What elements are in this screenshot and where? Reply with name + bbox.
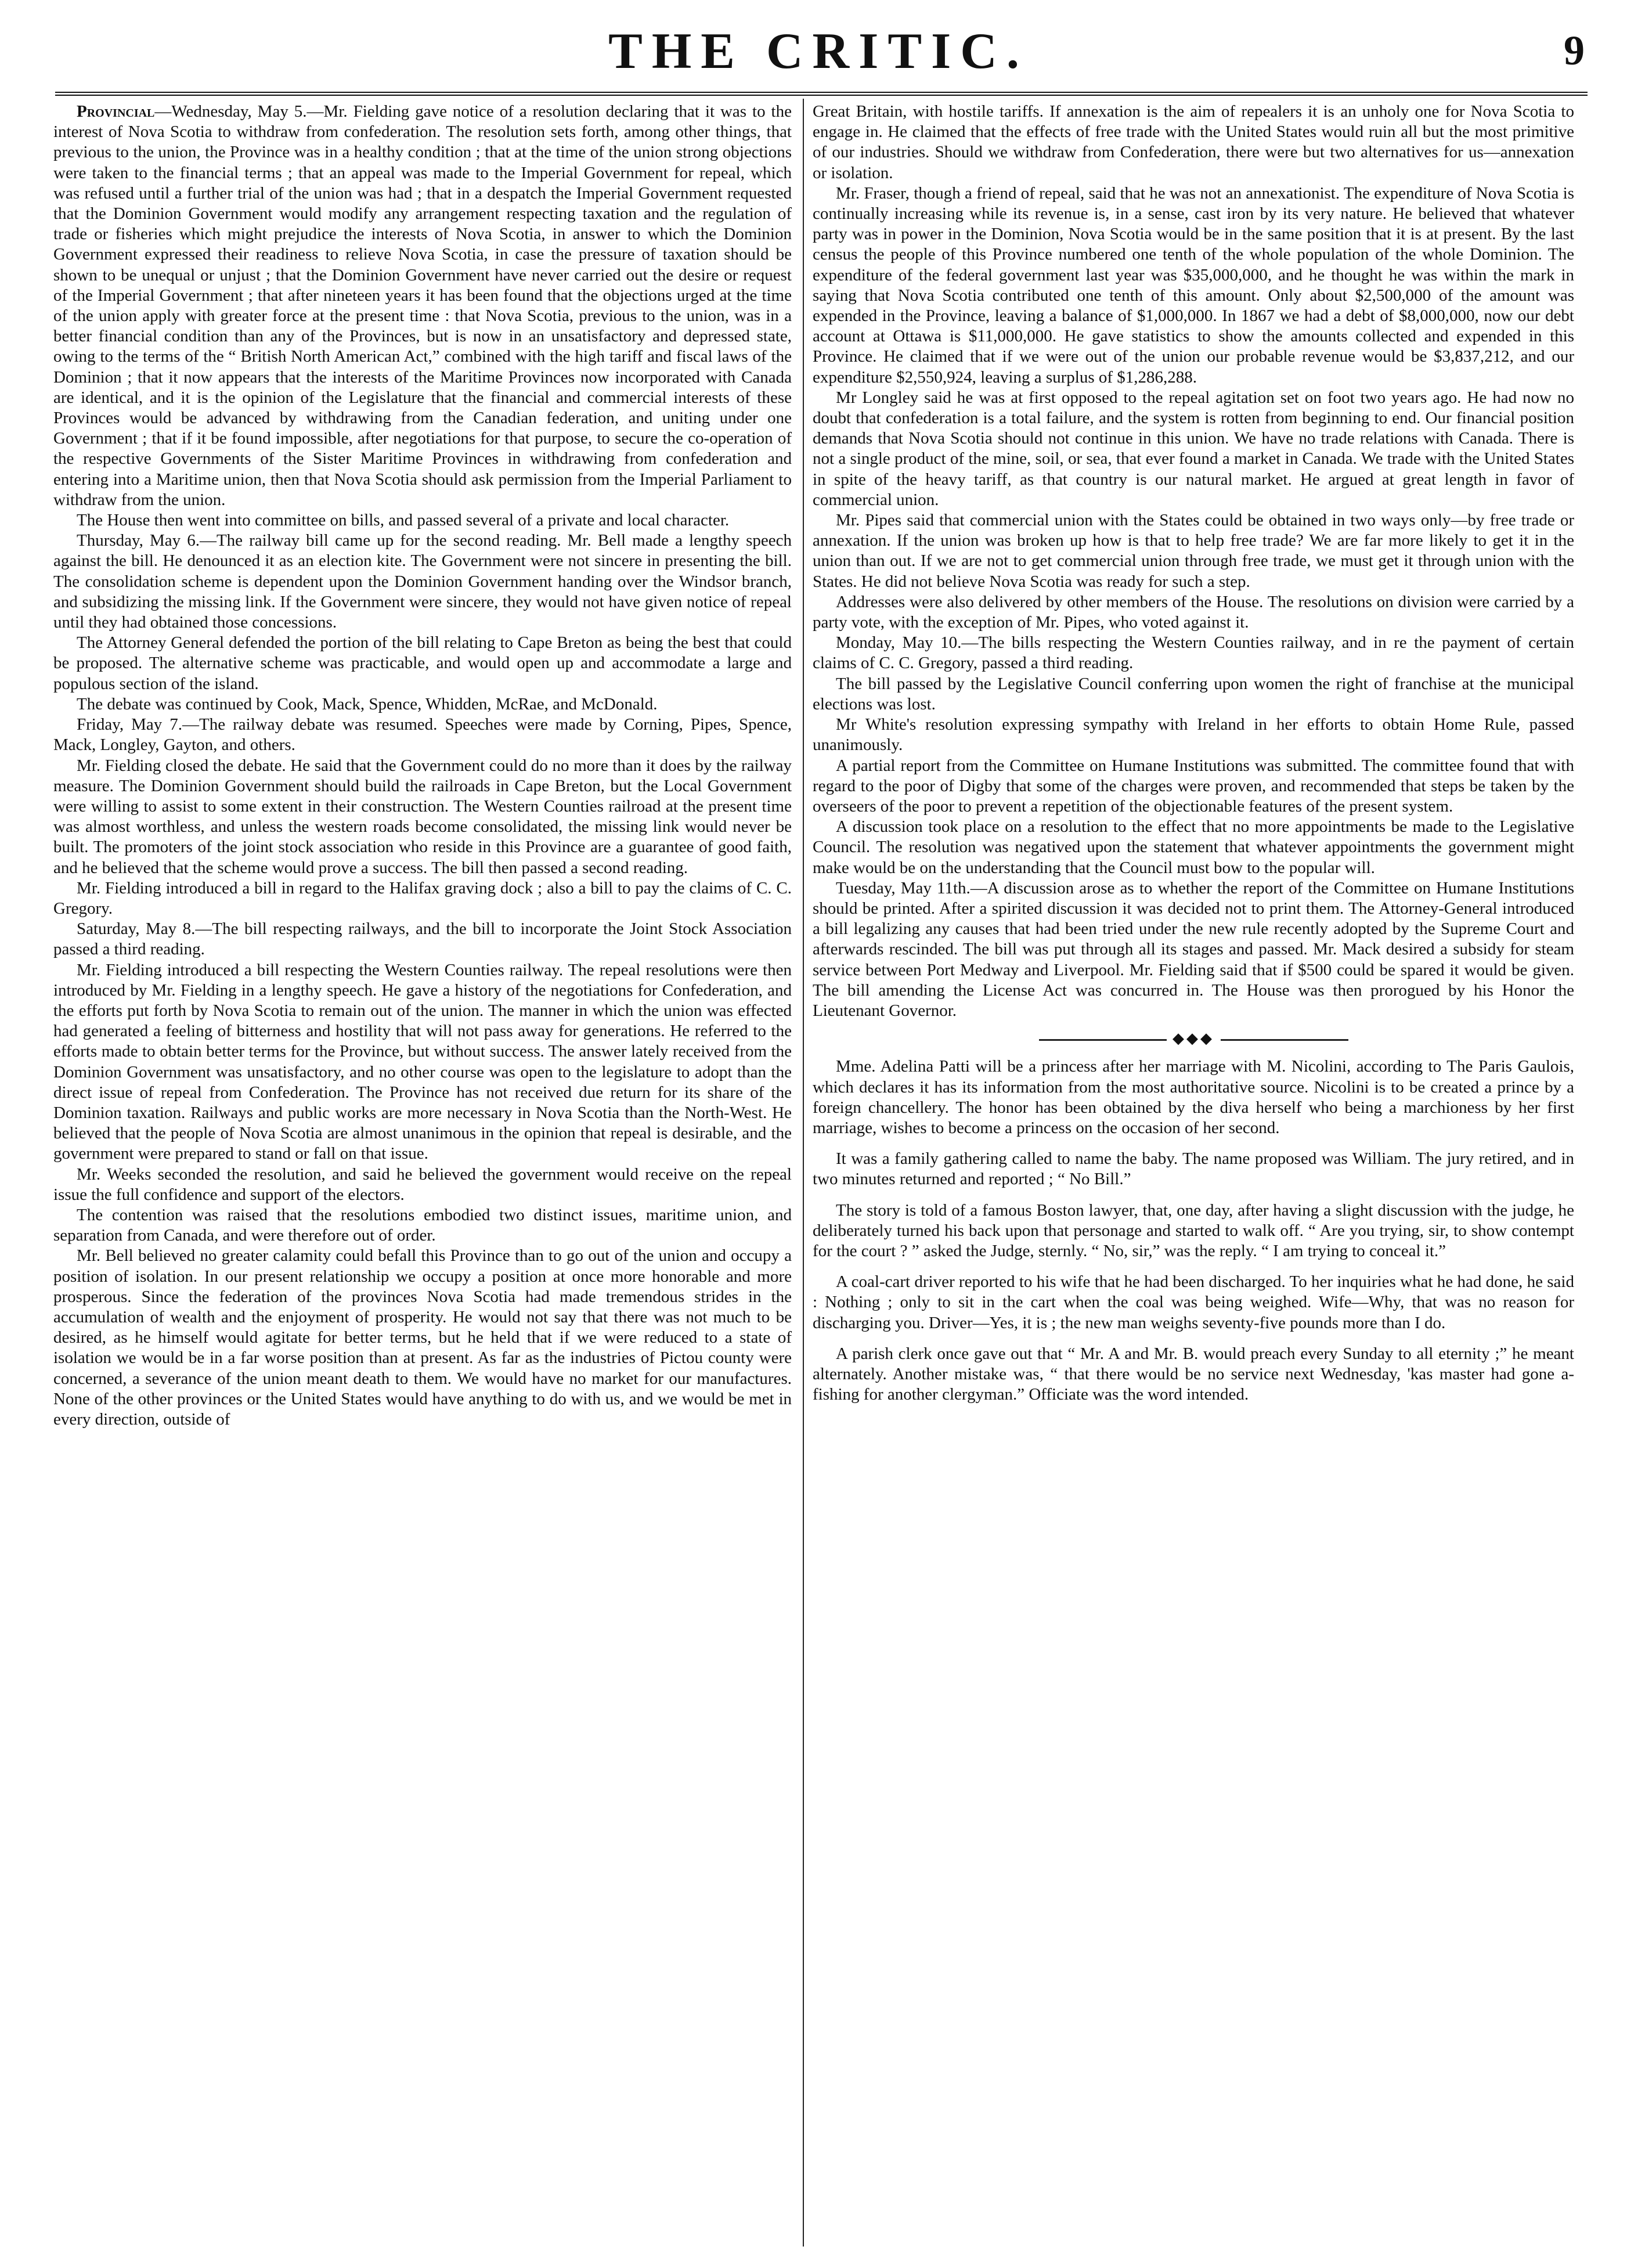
- paragraph-text: The debate was continued by Cook, Mack, Spence, Whidden, McRae, and McDonald.: [77, 694, 658, 713]
- article-paragraph: [813, 102, 1574, 183]
- paragraph-text: Mr. Weeks seconded the resolution, and said he believed the government would receive on the repeal issue the full confidence and support of the electors.: [53, 1164, 792, 1204]
- article-paragraph: [53, 1246, 792, 1430]
- article-paragraph: [53, 1164, 792, 1205]
- paragraph-text: Mr. Fraser, though a friend of repeal, said that he was not an annexationist. The expenditure of Nova Scotia is continually increasing while its revenue is, in a sense, cast iron by its very nature. He believed that whatever party was in power in the Dominion, Nova Scotia would be in the same position that it is at present. By the last census the people of this Province numbered one tenth of the whole population of the whole Dominion. The expenditure of the federal government last year was $35,000,000, and he thought he was within the mark in saying that Nova Scotia contributed one tenth of this amount. Only about $2,500,000 of the amount was expended in the Province, leaving a balance of $1,000,000. In 1867 we had a debt of $8,000,000, now our debt account at Ottawa is $11,000,000. He gave statistics to show the amounts collected and expended in this Province. He claimed that if we were out of the union our probable revenue would be $3,837,212, and our expenditure $2,550,924, leaving a surplus of $1,286,288.: [813, 183, 1574, 387]
- article-paragraph: [53, 1205, 792, 1246]
- paragraph-text: The story is told of a famous Boston lawyer, that, one day, after having a slight discussion with the judge, he deliberately turned his back upon that personage and started to walk off. “ Are you trying, sir, to show contempt for the court ? ” asked the Judge, sternly. “ No, sir,” was the reply. “ I am trying to conceal it.”: [813, 1200, 1574, 1260]
- article-paragraph: [813, 878, 1574, 1021]
- article-paragraph: [53, 633, 792, 694]
- paragraph-text: A parish clerk once gave out that “ Mr. A and Mr. B. would preach every Sunday to all eternity ;” he meant alternately. Another mistake was, “ that there would be no service next Wednesday, 'kas master had gone a-fishing for another clergyman.” Officiate was the word intended.: [813, 1344, 1574, 1404]
- article-paragraph: [53, 715, 792, 755]
- paragraph-text: It was a family gathering called to name the baby. The name proposed was William. The jury retired, and in two minutes returned and reported ; “ No Bill.”: [813, 1149, 1574, 1189]
- article-paragraph: [813, 756, 1574, 817]
- paragraph-text: Mr. Pipes said that commercial union with the States could be obtained in two ways only—by free trade or annexation. If the union was broken up how is that to help free trade? We are far more likely to get it in the union than out. If we are not to get commercial union through free trade, we must get it through union with the States. He did not believe Nova Scotia was ready for such a step.: [813, 511, 1574, 591]
- article-paragraph: [813, 1344, 1574, 1405]
- paragraph-text: Mr. Fielding closed the debate. He said that the Government could do no more than it does by the railway measure. The Dominion Government should build the railroads in Cape Breton, but the Local Government were willing to assist to some extent in their construction. The Western Counties railroad at the present time was almost worthless, and unless the western roads become consolidated, the missing link would never be built. The promoters of the joint stock association who reside in this Province are a guarantee of good faith, and he believed that the scheme would prove a success. The bill then passed a second reading.: [53, 756, 792, 877]
- section-divider-ornament: ◆◆◆: [813, 1028, 1574, 1048]
- article-paragraph: [53, 919, 792, 960]
- article-paragraph: [813, 592, 1574, 633]
- paragraph-text: The contention was raised that the resolutions embodied two distinct issues, maritime union, and separation from Canada, and were therefore out of order.: [53, 1205, 792, 1245]
- right-column: [813, 102, 1574, 1405]
- page-header: [52, 16, 1585, 86]
- paragraph-text: —Wednesday, May 5.—Mr. Fielding gave notice of a resolution declaring that it was to the interest of Nova Scotia to withdraw from confederation. The resolution sets forth, among other things, that previous to the union, the Province was in a healthy condition ; that at the time of the union strong objections were taken to the financial terms ; that an appeal was made to the Imperial Government for repeal, which was refused until a further trial of the union was had ; that in a despatch the Imperial Government requested that the Dominion Government would modify any arrangement respecting taxation and the regulation of trade or fisheries which might prejudice the interests of Nova Scotia, in answer to which the Dominion Government expressed their readiness to relieve Nova Scotia, in case the pressure of taxation should be shown to be unequal or unjust ; that the Dominion Government have never carried out the desire or request of the Imperial Government ; that after nineteen years it has been found that the objections urged at the time of the union apply with greater force at the present time : that Nova Scotia, previous to the union, was in a better financial condition than any of the Provinces, but is now in an unsatisfactory and depressed state, owing to the terms of the “ British North American Act,” combined with the high tariff and fiscal laws of the Dominion ; that it now appears that the interests of the Maritime Provinces now incorporated with Canada are identical, and it is the opinion of the Legislature that the financial and commercial interests of these Provinces would be advanced by withdrawing from the Canadian federation, and uniting under one Government ; that if it be found impossible, after negotiations for that purpose, to secure the co-operation of the respective Governments of the Sister Maritime Provinces in withdrawing from confederation and entering into a Maritime union, then that Nova Scotia should ask permission from the Imperial Parliament to withdraw from the union.: [53, 102, 792, 509]
- article-paragraph: [813, 388, 1574, 510]
- article-paragraph: [53, 510, 792, 531]
- article-paragraph: [813, 817, 1574, 878]
- article-paragraph: [813, 633, 1574, 673]
- paragraph-text: Mr Longley said he was at first opposed to the repeal agitation set on foot two years ago. He had now no doubt that confederation is a total failure, and the system is rotten from beginning to end. Our financial position demands that Nova Scotia should not continue in this union. We have no trade relations with Canada. There is not a single product of the mine, soil, or sea, that ever found a market in Canada. We trade with the United States in spite of the heavy tariff, as that country is our natural market. He argued at great length in favor of commercial union.: [813, 388, 1574, 509]
- paragraph-text: Saturday, May 8.—The bill respecting railways, and the bill to incorporate the Joint Stock Association passed a third reading.: [53, 920, 792, 959]
- paragraph-lead: Provincial: [77, 102, 155, 121]
- paragraph-text: Tuesday, May 11th.—A discussion arose as to whether the report of the Committee on Humane Institutions should be printed. After a spirited discussion it was decided not to print them. The Attorney-General introduced a bill legalizing any causes that had been tried under the new rule recently adopted by the Supreme Court and afterwards rescinded. The bill was put through all its stages and passed. Mr. Mack desired a subsidy for steam service between Port Medway and Liverpool. Mr. Fielding said that if $500 could be spared it would be given. The bill amending the License Act was concurred in. The House was then prorogued by his Honor the Lieutenant Governor.: [813, 878, 1574, 1020]
- article-paragraph: [813, 1272, 1574, 1333]
- paragraph-text: Mme. Adelina Patti will be a princess after her marriage with M. Nicolini, according to The Paris Gaulois, which declares it has its information from the most authoritative source. Nicolini is to be created a prince by a foreign chancellery. The honor has been obtained by the diva herself who being a marchioness by her first marriage, wishes to become a princess on the occasion of her second.: [813, 1057, 1574, 1137]
- article-paragraph: [53, 756, 792, 878]
- article-paragraph: [813, 715, 1574, 755]
- article-paragraph: [53, 694, 792, 715]
- paragraph-text: Monday, May 10.—The bills respecting the Western Counties railway, and in re the payment of certain claims of C. C. Gregory, passed a third reading.: [813, 633, 1574, 673]
- paragraph-text: A partial report from the Committee on Humane Institutions was submitted. The committee found that with regard to the poor of Digby that some of the charges were proven, and recommended that steps be taken by the overseers of the poor to prevent a repetition of the objectionable features of the present system.: [813, 756, 1574, 816]
- header-rule: [55, 92, 1588, 96]
- column-divider: [803, 99, 804, 2247]
- paragraph-text: Great Britain, with hostile tariffs. If annexation is the aim of repealers it is an unholy one for Nova Scotia to engage in. He claimed that the effects of free trade with the United States would ruin all but the most primitive of our industries. Should we withdraw from Confederation, there were but two alternatives for us—annexation or isolation.: [813, 102, 1574, 182]
- paragraph-text: Mr. Bell believed no greater calamity could befall this Province than to go out of the union and occupy a position of isolation. In our present relationship we occupy a position at once more honorable and more prosperous. Since the federation of the provinces Nova Scotia had made tremendous strides in the accumulation of wealth and the enjoyment of prosperity. He would not say that there was not much to be desired, as he himself would agitate for better terms, but he held that if we were reduced to a state of isolation we would be in a far worse position than at present. As far as the industries of Pictou county were concerned, a severance of the union meant death to them. We would have no market for our manufactures. None of the other provinces or the United States would have anything to do with us, and we would be met in every direction, outside of: [53, 1246, 792, 1429]
- article-paragraph: [813, 510, 1574, 592]
- paragraph-text: The bill passed by the Legislative Council conferring upon women the right of franchise at the municipal elections was lost.: [813, 674, 1574, 713]
- article-paragraph: [53, 531, 792, 633]
- paragraph-text: A discussion took place on a resolution to the effect that no more appointments be made to the Legislative Council. The resolution was negatived upon the statement that whatever appointments the government might make would be on the understanding that the Council must bow to the popular will.: [813, 817, 1574, 877]
- article-paragraph: [813, 1057, 1574, 1138]
- article-paragraph: [813, 1149, 1574, 1189]
- article-paragraph: [813, 674, 1574, 715]
- page-number: 9: [1564, 27, 1585, 74]
- article-paragraph: [53, 960, 792, 1164]
- article-paragraph: [813, 183, 1574, 388]
- paragraph-text: The Attorney General defended the portion of the bill relating to Cape Breton as being the best that could be proposed. The alternative scheme was practicable, and would open up and accommodate a large and populous section of the island.: [53, 633, 792, 693]
- article-paragraph: [53, 878, 792, 919]
- article-paragraph: [813, 1200, 1574, 1262]
- masthead-title: THE CRITIC.: [608, 23, 1029, 80]
- paragraph-text: The House then went into committee on bills, and passed several of a private and local character.: [77, 511, 730, 530]
- paragraph-text: Addresses were also delivered by other members of the House. The resolutions on division were carried by a party vote, with the exception of Mr. Pipes, who voted against it.: [813, 592, 1574, 632]
- paragraph-text: Thursday, May 6.—The railway bill came up for the second reading. Mr. Bell made a lengthy speech against the bill. He denounced it as an election kite. The Government were not sincere in presenting the bill. The consolidation scheme is dependent upon the Dominion Government handing over the Windsor branch, and subsidizing the missing link. If the Government were sincere, they would not have given notice of repeal until they had obtained those concessions.: [53, 531, 792, 632]
- paragraph-text: Mr. Fielding introduced a bill in regard to the Halifax graving dock ; also a bill to pay the claims of C. C. Gregory.: [53, 878, 792, 918]
- paragraph-text: A coal-cart driver reported to his wife that he had been discharged. To her inquiries what he had done, he said : Nothing ; only to sit in the cart when the coal was being weighed. Wife—Why, that was no reason for discharging you. Driver—Yes, it is ; the new man weighs seventy-five pounds more than I do.: [813, 1272, 1574, 1332]
- paragraph-text: Mr. Fielding introduced a bill respecting the Western Counties railway. The repeal resolutions were then introduced by Mr. Fielding in a lengthy speech. He gave a history of the negotiations for Confederation, and the efforts put forth by Nova Scotia to remain out of the union. The manner in which the union was effected had generated a feeling of bitterness and hostility that will not pass away for generations. He referred to the efforts made to obtain better terms for the Province, but without success. The answer lately received from the Dominion Government was unsatisfactory, and no other course was open to the legislature to adopt than the direct issue of repeal from Confederation. The Province has not received due return for its share of the Dominion taxation. Railways and public works are more necessary in Nova Scotia than the North-West. He believed that the people of Nova Scotia are almost unanimous in the opinion that repeal is desirable, and the government were prepared to stand or fall on that issue.: [53, 960, 792, 1163]
- article-paragraph: [53, 102, 792, 510]
- left-column: [53, 102, 792, 1430]
- paragraph-text: Mr White's resolution expressing sympathy with Ireland in her efforts to obtain Home Rule, passed unanimously.: [813, 715, 1574, 755]
- paragraph-text: Friday, May 7.—The railway debate was resumed. Speeches were made by Corning, Pipes, Spence, Mack, Longley, Gayton, and others.: [53, 715, 792, 755]
